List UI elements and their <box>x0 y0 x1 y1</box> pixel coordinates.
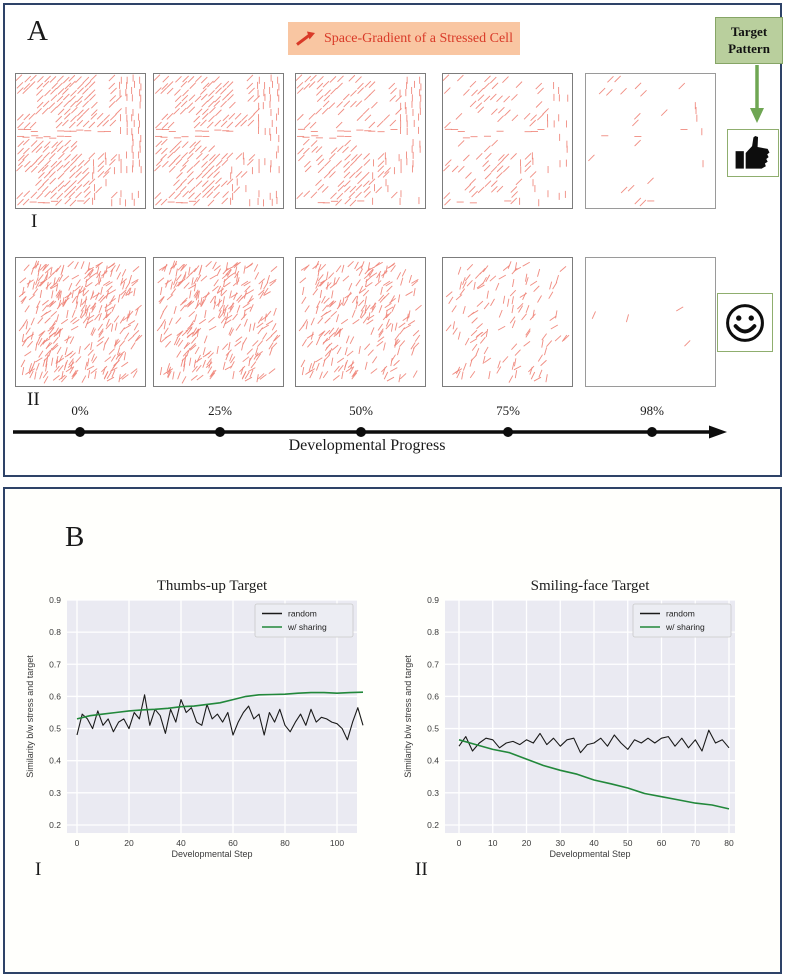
stress-pattern-row1-75 <box>442 73 573 209</box>
svg-text:0.2: 0.2 <box>49 819 61 830</box>
chart-thumbs-up-target <box>23 575 373 865</box>
svg-text:100: 100 <box>329 838 345 848</box>
panel-b-label: B <box>65 521 85 553</box>
svg-text:80: 80 <box>280 838 290 848</box>
svg-text:Smiling-face Target: Smiling-face Target <box>530 578 650 594</box>
svg-text:0.6: 0.6 <box>49 691 61 702</box>
row2-label: II <box>27 389 40 410</box>
svg-text:0.2: 0.2 <box>427 819 439 830</box>
svg-text:random: random <box>288 608 317 619</box>
svg-text:Thumbs-up Target: Thumbs-up Target <box>156 578 268 594</box>
svg-text:Developmental Step: Developmental Step <box>171 849 253 859</box>
svg-text:0: 0 <box>456 838 462 848</box>
svg-text:w/ sharing: w/ sharing <box>288 622 327 632</box>
svg-text:0.9: 0.9 <box>427 595 439 605</box>
svg-text:0.3: 0.3 <box>427 787 439 798</box>
svg-text:0.4: 0.4 <box>49 755 61 766</box>
row1-label: I <box>31 211 38 232</box>
chart1-sublabel: I <box>35 859 42 880</box>
timeline-tick-50: 50% <box>349 403 373 418</box>
svg-text:70: 70 <box>690 838 700 848</box>
smiley-face-icon <box>717 293 773 352</box>
timeline-tick-25: 25% <box>208 403 232 418</box>
svg-text:0.9: 0.9 <box>49 595 61 605</box>
svg-text:0.5: 0.5 <box>49 723 61 734</box>
svg-text:40: 40 <box>176 838 186 848</box>
panel-a-label: A <box>27 15 48 47</box>
panel-b <box>3 487 782 974</box>
svg-text:20: 20 <box>521 838 532 848</box>
svg-text:Similarity b/w stress and targ: Similarity b/w stress and target <box>403 655 413 778</box>
red-gradient-arrow-icon <box>295 31 316 47</box>
chart2-sublabel: II <box>415 859 428 880</box>
timeline-tick-98: 98% <box>640 403 664 418</box>
stress-pattern-row2-25 <box>153 257 284 387</box>
stress-legend-label: Space-Gradient of a Stressed Cell <box>324 30 513 46</box>
svg-text:80: 80 <box>724 838 734 848</box>
stress-pattern-row1-98 <box>585 73 716 209</box>
timeline-tick-75: 75% <box>496 403 520 418</box>
green-down-arrow-icon <box>749 65 765 125</box>
stress-pattern-row1-0 <box>15 73 146 209</box>
svg-text:20: 20 <box>124 838 134 848</box>
svg-text:Developmental Step: Developmental Step <box>549 849 631 859</box>
panel-a <box>3 3 782 477</box>
svg-text:60: 60 <box>656 838 667 848</box>
target-pattern-label: Target Pattern <box>715 17 783 64</box>
svg-text:0.7: 0.7 <box>427 659 439 670</box>
svg-text:50: 50 <box>623 838 633 848</box>
chart-smiling-face-target <box>397 575 752 865</box>
svg-text:0.5: 0.5 <box>427 723 439 734</box>
svg-text:0.8: 0.8 <box>427 627 439 638</box>
svg-text:0: 0 <box>74 838 80 848</box>
stress-pattern-row2-75 <box>442 257 573 387</box>
svg-text:0.7: 0.7 <box>49 659 61 670</box>
svg-text:0.8: 0.8 <box>49 627 61 638</box>
svg-text:30: 30 <box>555 838 565 848</box>
svg-text:60: 60 <box>228 838 238 848</box>
svg-text:random: random <box>666 608 695 619</box>
svg-text:40: 40 <box>589 838 599 848</box>
timeline-title: Developmental Progress <box>288 437 446 454</box>
svg-text:Similarity b/w stress and targ: Similarity b/w stress and target <box>25 655 35 778</box>
stress-pattern-row2-50 <box>295 257 426 387</box>
svg-text:0.3: 0.3 <box>49 787 61 798</box>
thumbs-up-icon <box>727 129 779 177</box>
svg-text:0.6: 0.6 <box>427 691 439 702</box>
svg-text:0.4: 0.4 <box>427 755 439 766</box>
stress-pattern-row1-25 <box>153 73 284 209</box>
svg-text:10: 10 <box>488 838 498 848</box>
stress-gradient-legend <box>288 22 520 55</box>
stress-pattern-row1-50 <box>295 73 426 209</box>
stress-pattern-row2-98 <box>585 257 716 387</box>
svg-text:w/ sharing: w/ sharing <box>666 622 705 632</box>
stress-pattern-row2-0 <box>15 257 146 387</box>
timeline-tick-0: 0% <box>71 403 89 418</box>
